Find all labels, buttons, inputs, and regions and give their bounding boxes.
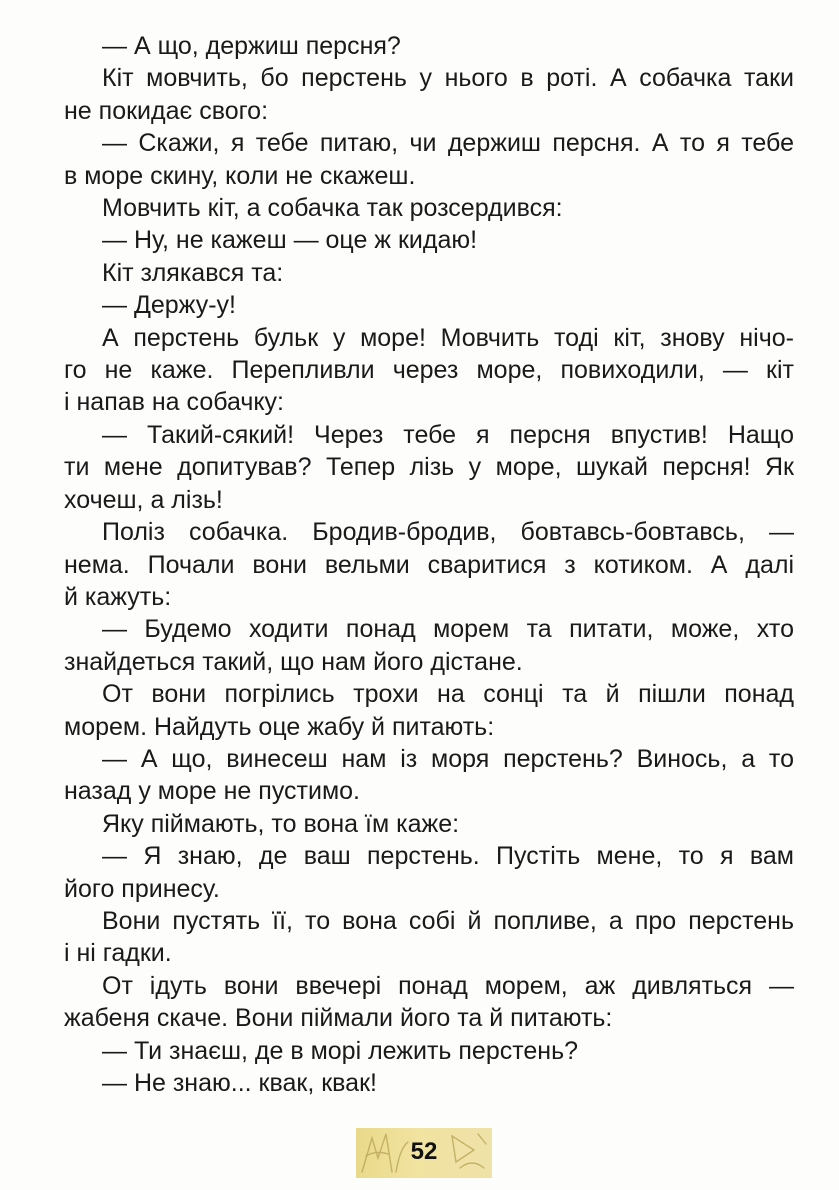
text-line: — Я знаю, де ваш перстень. Пустіть мене, то я вам	[102, 842, 794, 871]
text-line: — А що, винесеш нам із моря перстень? Винось, а то	[102, 744, 794, 773]
text-line: жабеня скаче. Вони піймали його та й питають:	[64, 1004, 613, 1033]
text-line: Вони пустять її, то вона собі й попливе, а про перстень	[102, 906, 794, 935]
text-line: От ідуть вони ввечері понад морем, аж дивляться —	[102, 971, 794, 1000]
text-line: і ні гадки.	[64, 939, 172, 968]
text-line: Мовчить кіт, а собачка так розсердився:	[102, 194, 563, 223]
text-line: — Ти знаєш, де в морі лежить перстень?	[102, 1036, 579, 1065]
text-line: ти мене допитував? Тепер лізь у море, шукай персня! Як	[64, 453, 794, 482]
text-line: — Такий-сякий! Через тебе я персня впустив! Нащо	[102, 420, 794, 449]
text-line: — Держу-у!	[102, 291, 236, 320]
text-line: — Будемо ходити понад морем та питати, може, хто	[102, 615, 794, 644]
text-line: і напав на собачку:	[64, 388, 285, 417]
story-text	[64, 30, 794, 1099]
text-line: — А що, держиш персня?	[102, 32, 401, 60]
text-line: морем. Найдуть оце жабу й питають:	[64, 712, 495, 741]
text-line: — Не знаю... квак, квак!	[102, 1069, 377, 1097]
page-number-badge	[356, 1128, 492, 1178]
text-line: Кіт злякався та:	[102, 258, 284, 287]
text-line: знайдеться такий, що нам його дістане.	[64, 647, 523, 676]
text-line: А перстень бульк у море! Мовчить тоді кіт, знову нічо-	[102, 323, 794, 352]
text-line: От вони погрілись трохи на сонці та й пішли понад	[102, 680, 794, 709]
text-line: не покидає свого:	[64, 96, 269, 125]
text-line: й кажуть:	[64, 582, 172, 611]
text-line: його принесу.	[64, 874, 220, 903]
text-line: — Ну, не кажеш — оце ж кидаю!	[102, 226, 478, 255]
text-line: нема. Почали вони вельми сваритися з котиком. А далі	[64, 550, 794, 579]
text-line: хочеш, а лізь!	[64, 485, 223, 514]
text-line: в море скину, коли не скажеш.	[64, 161, 416, 190]
text-line: Яку піймають, то вона їм каже:	[102, 809, 460, 838]
text-line: го не каже. Перепливли через море, повиходили, — кіт	[64, 356, 794, 385]
text-line: — Скажи, я тебе питаю, чи держиш персня. А то я тебе	[102, 129, 794, 158]
text-line: Кіт мовчить, бо перстень у нього в роті. А собачка таки	[102, 64, 794, 93]
page-number: 52	[410, 1138, 438, 1165]
text-line: Поліз собачка. Бродив-бродив, бовтавсь-бовтавсь, —	[102, 518, 794, 547]
text-line: назад у море не пустимо.	[64, 777, 360, 806]
